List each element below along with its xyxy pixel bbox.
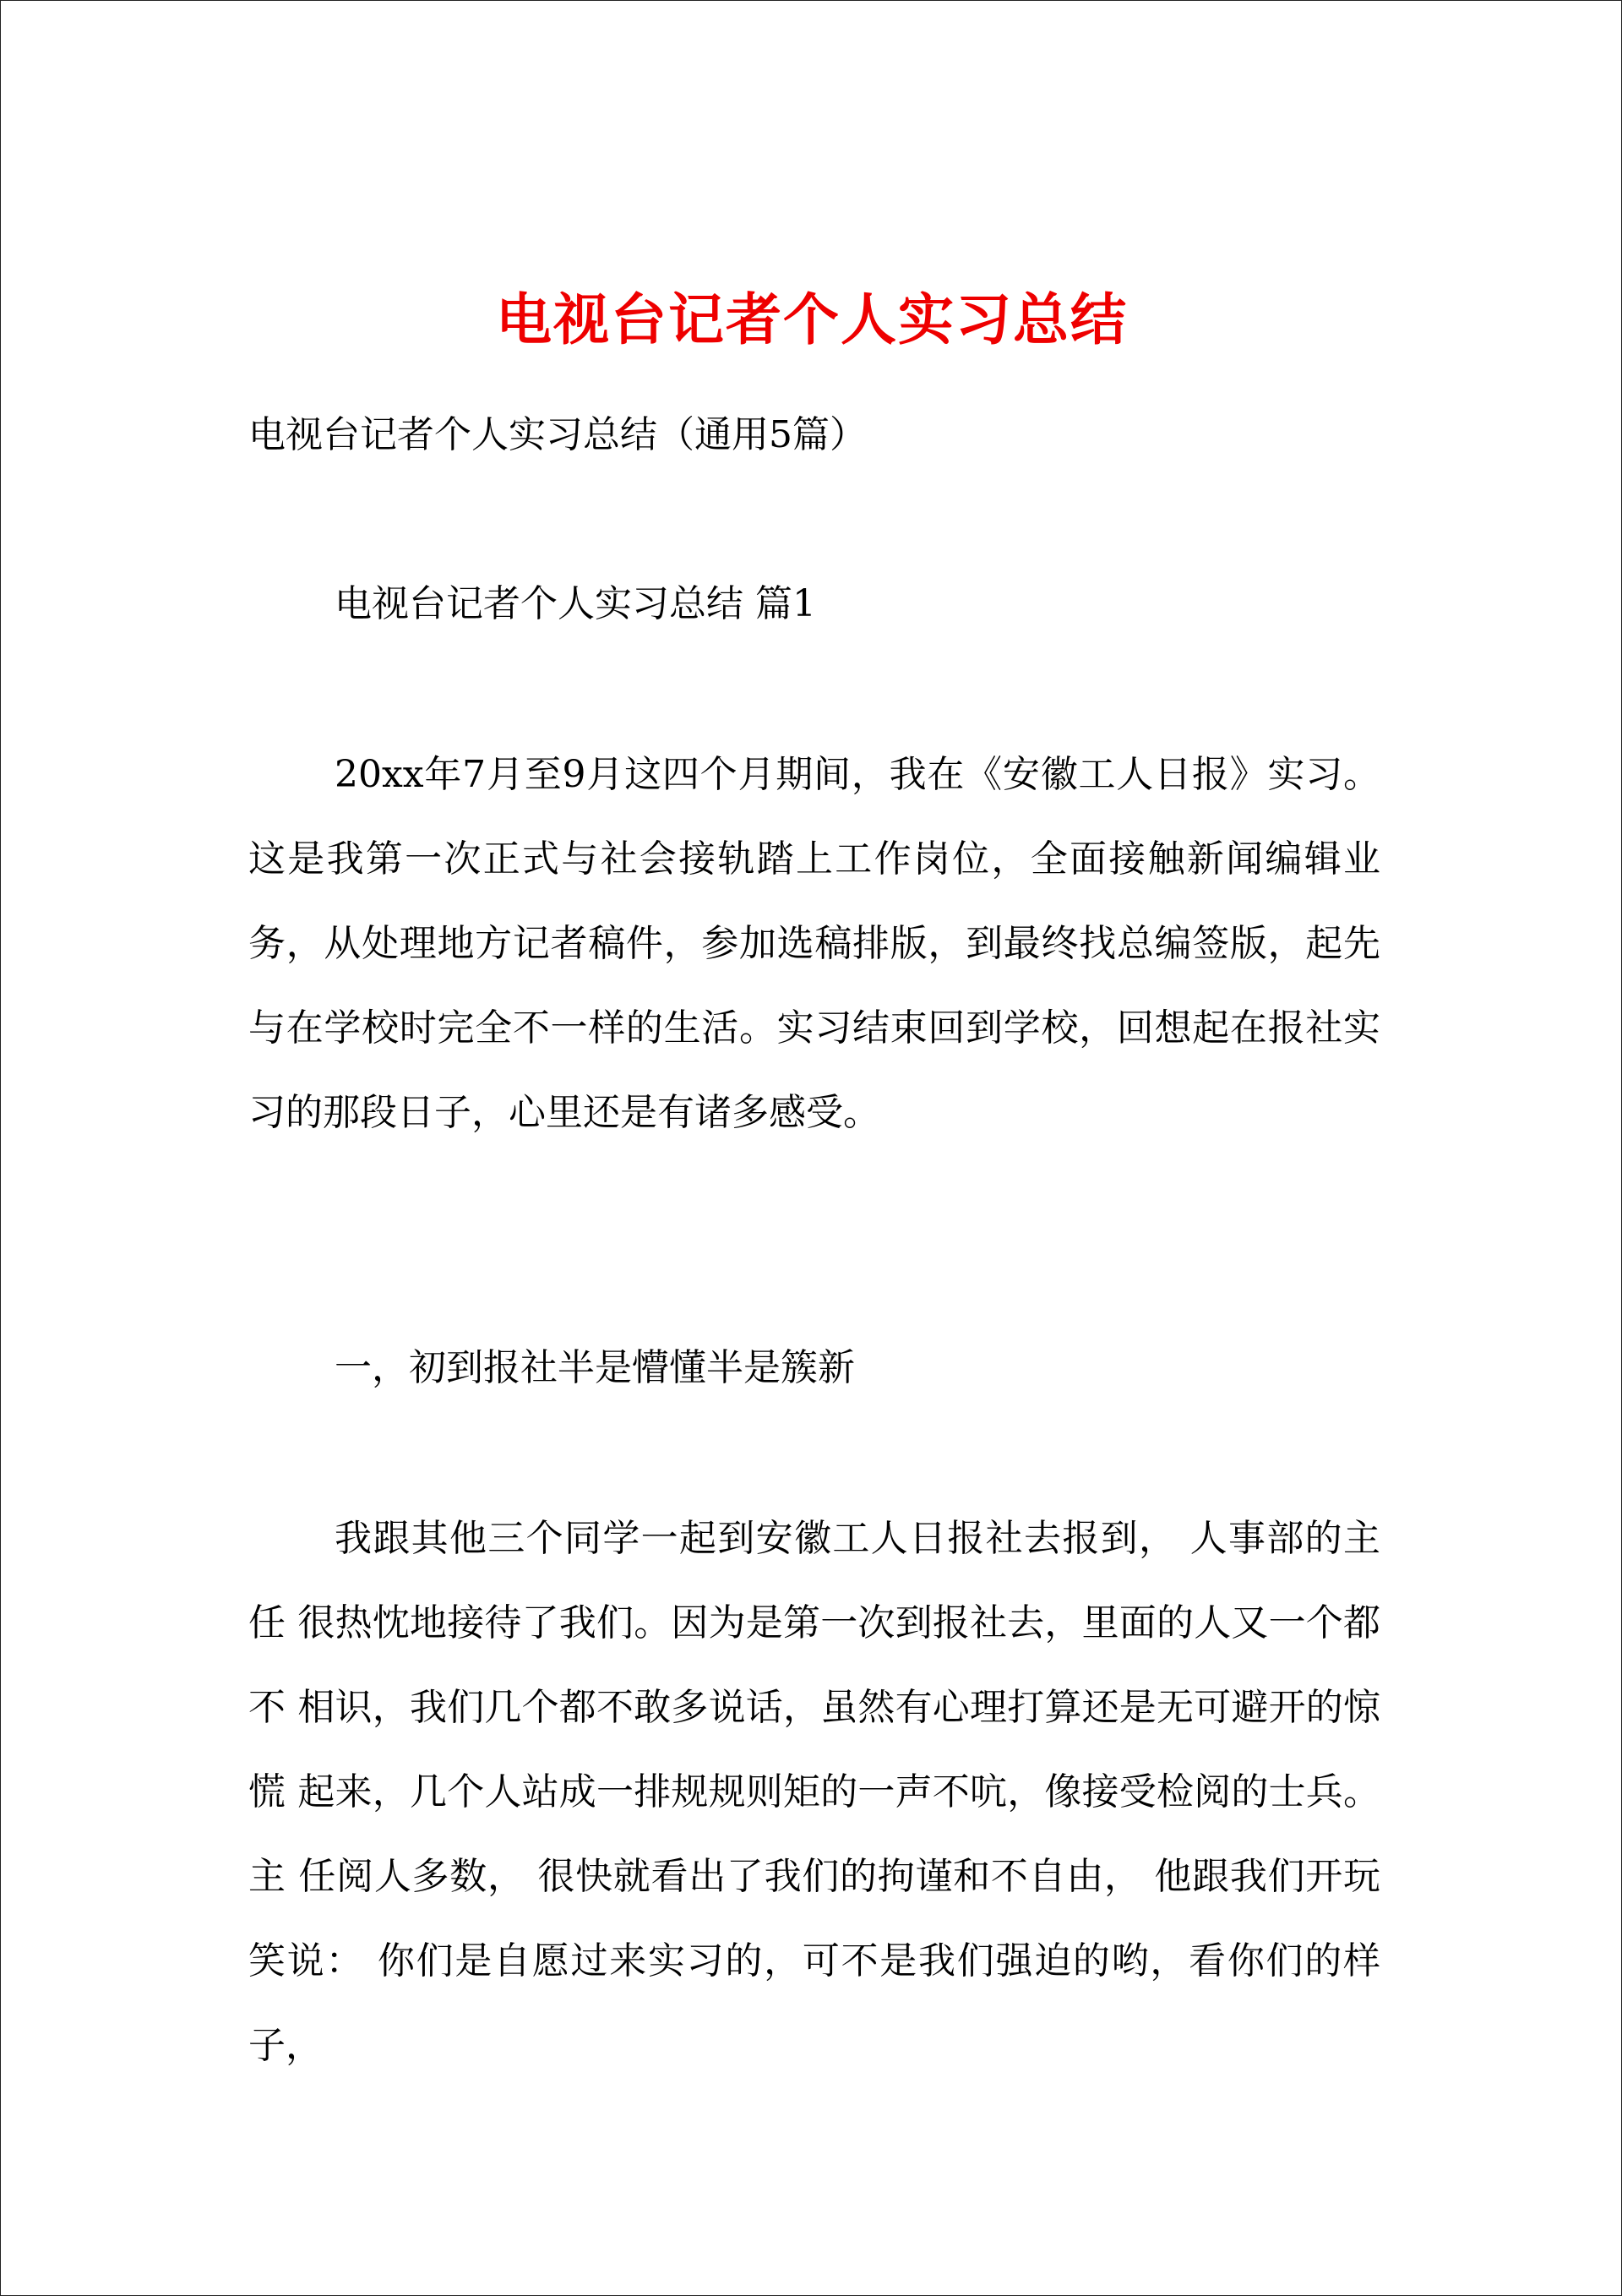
document-title: 电视台记者个人实习总结 <box>496 286 1128 353</box>
document-subtitle: 电视台记者个人实习总结（通用5篇） <box>248 413 867 456</box>
subheading: 一，初到报社半是懵懂半是簇新 <box>335 1346 855 1389</box>
body-paragraph: 我跟其他三个同学一起到安徽工人日报社去报到， 人事部的主任 很热忱地接待了我们。因为是第一次到报社去，里面的人又一个都不 相识，我们几个都不敢多说话，虽然有心理打算还是无可避开的惊慌 起来，几个人站成一排规规则矩的一声不吭，像接受检阅的士兵。主 任阅人多数， 很快就看出了我们的拘谨和不自由， 他跟我们开玩笑说： 你们是自愿过来实习的，可不是我们强迫的哟，看你们的样子， <box>248 1517 1380 2067</box>
body-paragraph: 20xx年7月至9月这四个月期间，我在《安徽工人日报》实习。这是我第一次正式与社会接轨踏上工作岗位，全面接触新闻编辑业 务，从处理地方记者稿件，参加选稿排版，到最终找总编签版，起先 与在学校时完全不一样的生活。实习结束回到学校，回想起在报社实 习的那段日子，心里还是有诸多感受。 <box>248 753 1380 1134</box>
section-heading: 电视台记者个人实习总结 篇1 <box>335 582 816 625</box>
